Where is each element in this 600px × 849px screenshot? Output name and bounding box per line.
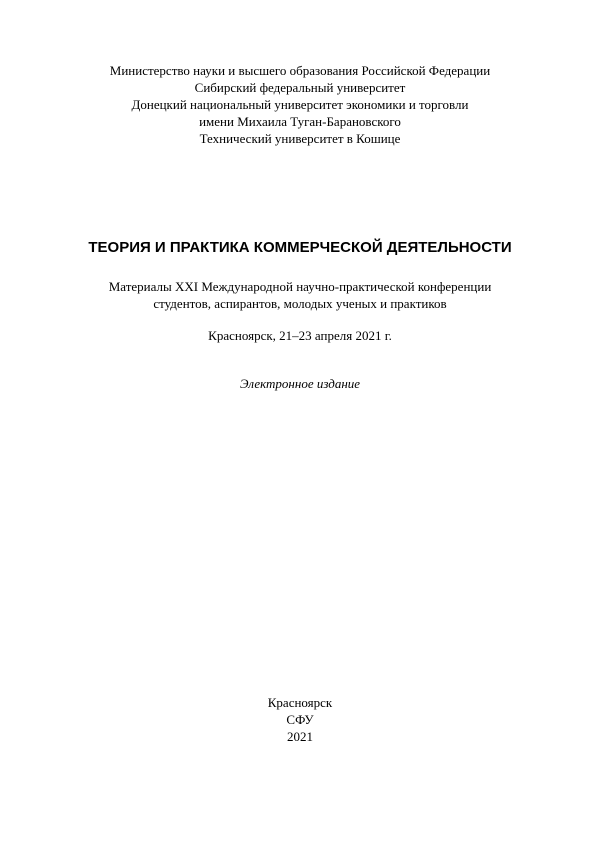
document-subtitle — [0, 278, 600, 312]
document-title: ТЕОРИЯ И ПРАКТИКА КОММЕРЧЕСКОЙ ДЕЯТЕЛЬНОСТИ — [88, 239, 512, 256]
imprint-year: 2021 — [287, 729, 313, 744]
edition-note — [0, 375, 600, 392]
institution-kosice: Технический университет в Кошице — [199, 131, 401, 146]
subtitle-line-1: Материалы XXI Международной научно-практической конференции — [108, 279, 492, 294]
place-date-text: Красноярск, 21–23 апреля 2021 г. — [208, 328, 392, 343]
imprint-city: Красноярск — [267, 695, 333, 710]
institution-donetsk-name: имени Михаила Туган-Барановского — [199, 114, 401, 129]
imprint — [0, 694, 600, 745]
edition-text: Электронное издание — [239, 376, 361, 391]
institution-ministry: Министерство науки и высшего образования Российской Федерации — [109, 63, 491, 78]
institution-donetsk: Донецкий национальный университет экономики и торговли — [131, 97, 469, 112]
institution-sfu: Сибирский федеральный университет — [194, 80, 406, 95]
place-date — [0, 327, 600, 344]
subtitle-line-2: студентов, аспирантов, молодых ученых и практиков — [153, 296, 447, 311]
institutions-header — [0, 62, 600, 147]
imprint-publisher: СФУ — [286, 712, 314, 727]
